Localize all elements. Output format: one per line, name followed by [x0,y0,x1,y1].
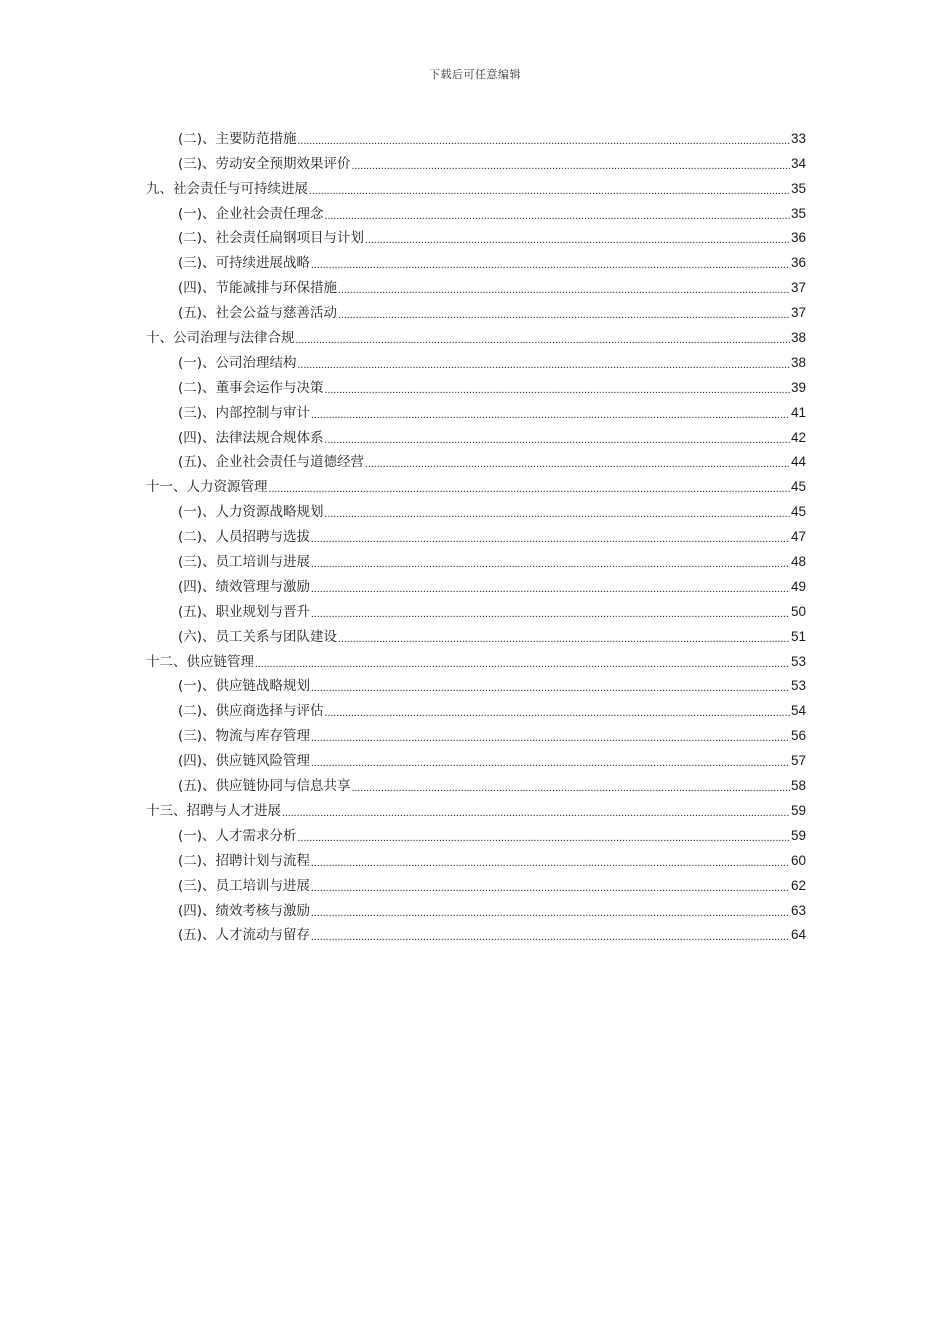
toc-page-number: 35 [790,205,806,221]
toc-dot-leader [365,233,790,247]
toc-dot-leader [311,408,790,422]
toc-section-entry[interactable] [178,425,806,450]
toc-page-number: 47 [790,529,806,545]
toc-entry-title: (六)、员工关系与团队建设 [178,628,338,645]
toc-entry-title: (五)、供应链协同与信息共享 [178,778,351,795]
toc-dot-leader [365,457,790,471]
toc-entry-title: (三)、员工培训与进展 [178,554,311,571]
toc-dot-leader [298,134,790,148]
toc-page-number: 57 [790,753,806,769]
toc-page-number: 62 [790,877,806,893]
toc-entry-title: (四)、供应链风险管理 [178,753,311,770]
toc-section-entry[interactable] [178,275,806,300]
toc-entry-title: (五)、社会公益与慈善活动 [178,305,338,322]
toc-dot-leader [325,433,790,447]
toc-dot-leader [352,159,790,173]
toc-dot-leader [311,881,790,895]
toc-section-entry[interactable] [178,450,806,475]
toc-dot-leader [311,532,790,546]
toc-entry-title: (四)、绩效管理与激励 [178,578,311,595]
toc-page-number: 36 [790,255,806,271]
toc-section-entry[interactable] [178,524,806,549]
toc-section-entry[interactable] [178,151,806,176]
toc-entry-title: (三)、劳动安全预期效果评价 [178,155,351,172]
toc-dot-leader [282,806,790,820]
toc-section-entry[interactable] [178,873,806,898]
toc-entry-title: (三)、可持续进展战略 [178,255,311,272]
toc-dot-leader [311,258,790,272]
toc-page-number: 39 [790,379,806,395]
toc-dot-leader [338,283,790,297]
toc-dot-leader [338,308,790,322]
toc-dot-leader [311,906,790,920]
toc-page-number: 45 [790,479,806,495]
toc-entry-title: (一)、公司治理结构 [178,354,297,371]
toc-entry-title: 十、公司治理与法律合规 [146,330,295,347]
toc-entry-title: (五)、企业社会责任与道德经营 [178,454,365,471]
toc-page-number: 63 [790,902,806,918]
toc-entry-title: (一)、企业社会责任理念 [178,205,324,222]
toc-page-number: 38 [790,330,806,346]
toc-entry-title: (四)、节能减排与环保措施 [178,280,338,297]
toc-page-number: 53 [790,653,806,669]
toc-page-number: 50 [790,603,806,619]
toc-dot-leader [311,582,790,596]
toc-page-number: 33 [790,130,806,146]
toc-page-number: 45 [790,504,806,520]
toc-entry-title: (五)、人才流动与留存 [178,927,311,944]
toc-entry-title: (一)、供应链战略规划 [178,678,311,695]
toc-dot-leader [311,756,790,770]
toc-page-number: 41 [790,404,806,420]
toc-section-entry[interactable] [178,574,806,599]
toc-dot-leader [325,383,790,397]
toc-dot-leader [255,657,790,671]
toc-section-entry[interactable] [178,549,806,574]
toc-dot-leader [311,930,790,944]
toc-entry-title: (二)、招聘计划与流程 [178,852,311,869]
toc-section-entry[interactable] [178,674,806,699]
toc-dot-leader [311,731,790,745]
toc-page-number: 48 [790,554,806,570]
toc-section-entry[interactable] [178,201,806,226]
toc-page-number: 34 [790,155,806,171]
toc-dot-leader [311,607,790,621]
toc-dot-leader [298,358,790,372]
toc-dot-leader [325,706,790,720]
toc-entry-title: 九、社会责任与可持续进展 [146,180,308,197]
toc-dot-leader [296,333,790,347]
toc-section-entry[interactable] [178,499,806,524]
toc-section-entry[interactable] [178,848,806,873]
toc-dot-leader [311,681,790,695]
toc-entry-title: (五)、职业规划与晋升 [178,603,311,620]
toc-page-number: 44 [790,454,806,470]
toc-section-entry[interactable] [178,698,806,723]
toc-dot-leader [311,856,790,870]
toc-chapter-entry[interactable] [146,176,806,201]
toc-dot-leader [311,557,790,571]
toc-entry-title: 十一、人力资源管理 [146,479,268,496]
toc-dot-leader [298,831,790,845]
toc-chapter-entry[interactable] [146,325,806,350]
toc-page-number: 64 [790,927,806,943]
toc-page-number: 54 [790,703,806,719]
toc-section-entry[interactable] [178,250,806,275]
toc-page-number: 53 [790,678,806,694]
toc-section-entry[interactable] [178,748,806,773]
toc-entry-title: (一)、人力资源战略规划 [178,504,324,521]
toc-section-entry[interactable] [178,599,806,624]
toc-section-entry[interactable] [178,375,806,400]
toc-entry-title: (三)、员工培训与进展 [178,877,311,894]
toc-chapter-entry[interactable] [146,474,806,499]
table-of-contents [0,126,950,947]
toc-page-number: 56 [790,728,806,744]
toc-dot-leader [352,781,790,795]
toc-entry-title: (一)、人才需求分析 [178,827,297,844]
toc-entry-title: (三)、内部控制与审计 [178,404,311,421]
toc-section-entry[interactable] [178,400,806,425]
toc-entry-title: (二)、董事会运作与决策 [178,379,324,396]
toc-section-entry[interactable] [178,773,806,798]
toc-dot-leader [325,507,790,521]
toc-page-number: 42 [790,429,806,445]
toc-page-number: 36 [790,230,806,246]
toc-page-number: 37 [790,305,806,321]
toc-page-number: 49 [790,578,806,594]
toc-dot-leader [309,184,790,198]
toc-section-entry[interactable] [178,923,806,948]
toc-section-entry[interactable] [178,624,806,649]
toc-page-number: 58 [790,778,806,794]
toc-entry-title: 十二、供应链管理 [146,653,254,670]
toc-page-number: 35 [790,180,806,196]
toc-page-number: 38 [790,354,806,370]
toc-page-number: 60 [790,852,806,868]
toc-section-entry[interactable] [178,226,806,251]
toc-entry-title: (四)、法律法规合规体系 [178,429,324,446]
toc-entry-title: 十三、招聘与人才进展 [146,802,281,819]
toc-entry-title: (二)、主要防范措施 [178,130,297,147]
toc-entry-title: (四)、绩效考核与激励 [178,902,311,919]
toc-section-entry[interactable] [178,126,806,151]
toc-dot-leader [325,209,790,223]
toc-section-entry[interactable] [178,723,806,748]
toc-page-number: 59 [790,827,806,843]
toc-page-number: 51 [790,628,806,644]
toc-entry-title: (二)、供应商选择与评估 [178,703,324,720]
toc-dot-leader [269,482,790,496]
toc-entry-title: (二)、社会责任扁钢项目与计划 [178,230,365,247]
page-header: 下载后可任意编辑 [429,68,521,81]
toc-section-entry[interactable] [178,898,806,923]
toc-dot-leader [338,632,790,646]
toc-chapter-entry[interactable] [146,649,806,674]
toc-entry-title: (二)、人员招聘与选拔 [178,529,311,546]
toc-chapter-entry[interactable] [146,798,806,823]
toc-entry-title: (三)、物流与库存管理 [178,728,311,745]
toc-page-number: 59 [790,802,806,818]
toc-section-entry[interactable] [178,350,806,375]
toc-page-number: 37 [790,280,806,296]
toc-section-entry[interactable] [178,300,806,325]
toc-section-entry[interactable] [178,823,806,848]
